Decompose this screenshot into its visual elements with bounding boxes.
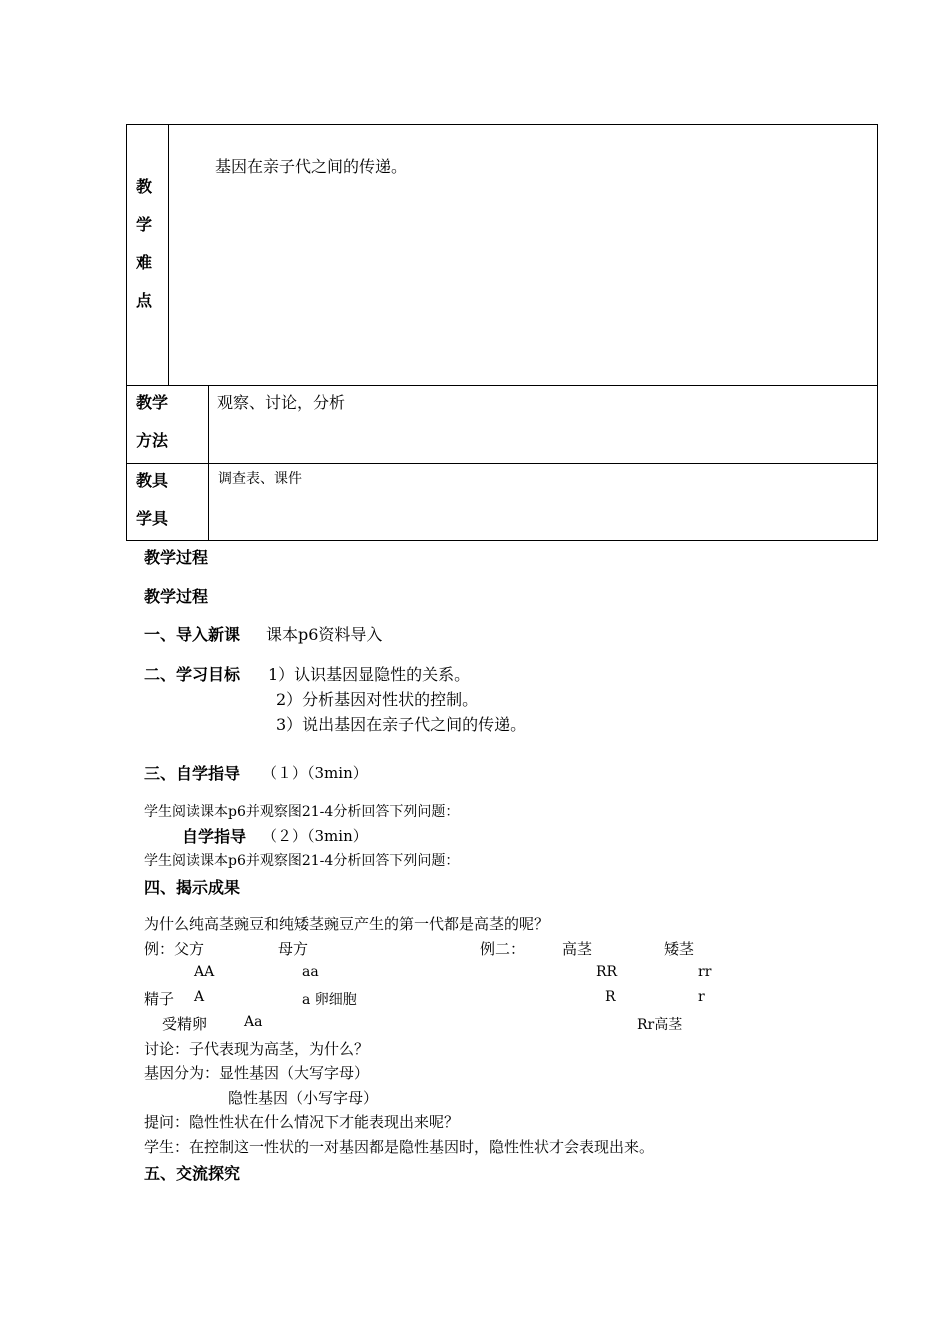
example1-mother: 母方: [278, 940, 309, 958]
difficulty-label-char: 教: [136, 177, 153, 196]
goal-item: 2）分析基因对性状的控制。: [276, 690, 479, 709]
gene-types-text: 基因分为：显性基因（大写字母）: [144, 1064, 370, 1082]
recessive-gene-text: 隐性基因（小写字母）: [228, 1089, 379, 1107]
genotype-aa: aa: [302, 964, 319, 980]
table-column-divider: [208, 385, 209, 541]
tools-label: 学具: [136, 509, 169, 528]
s3b-text: 学生阅读课本p6并观察图21-4分析回答下列问题：: [144, 853, 460, 869]
genotype-AA: AA: [194, 964, 215, 980]
s2-title: 二、学习目标: [144, 665, 241, 684]
difficulty-label-char: 点: [136, 291, 153, 310]
method-label: 教学: [136, 393, 169, 412]
s3-suffix: （１）（3min）: [262, 764, 368, 782]
allele-R: R: [605, 989, 616, 1005]
difficulty-label-char: 学: [136, 215, 153, 234]
section-heading: 教学过程: [144, 548, 209, 567]
method-content: 观察、讨论，分析: [217, 393, 346, 412]
example1-label: 例：父方: [144, 940, 205, 958]
s3b-title: 自学指导: [182, 827, 247, 846]
discuss-text: 讨论：子代表现为高茎，为什么？: [144, 1040, 370, 1058]
s4-title: 四、揭示成果: [144, 878, 241, 897]
example2-short: 矮茎: [664, 940, 695, 958]
difficulty-content: 基因在亲子代之间的传递。: [215, 157, 408, 176]
sperm-label: 精子: [144, 990, 175, 1008]
table-column-divider: [168, 125, 169, 385]
allele-A: A: [194, 989, 205, 1005]
allele-a-egg: a 卵细胞: [302, 992, 357, 1008]
example2-tall: 高茎: [562, 940, 593, 958]
s1-title: 一、导入新课: [144, 625, 241, 644]
example2-label: 例二：: [480, 940, 526, 958]
section-heading: 教学过程: [144, 587, 209, 606]
answer-text: 学生：在控制这一性状的一对基因都是隐性基因时，隐性性状才会表现出来。: [144, 1138, 655, 1156]
table-row-divider: [127, 385, 877, 386]
tools-content: 调查表、课件: [218, 471, 302, 487]
question-text: 提问：隐性性状在什么情况下才能表现出来呢？: [144, 1113, 460, 1131]
genotype-Aa: Aa: [244, 1014, 263, 1030]
s3-title: 三、自学指导: [144, 764, 241, 783]
fertilized-egg-label: 受精卵: [162, 1015, 208, 1033]
table-row-divider: [127, 463, 877, 464]
s1-text: 课本p6资料导入: [266, 625, 383, 644]
genotype-Rr-tall: Rr高茎: [637, 1017, 683, 1033]
s3b-suffix: （２）（3min）: [262, 827, 368, 845]
tools-label: 教具: [136, 471, 169, 490]
genotype-rr: rr: [698, 964, 712, 980]
goal-item: 1）认识基因显隐性的关系。: [268, 665, 471, 684]
difficulty-label-char: 难: [136, 253, 153, 272]
method-label: 方法: [136, 431, 169, 450]
question-1: 为什么纯高茎豌豆和纯矮茎豌豆产生的第一代都是高茎的呢？: [144, 915, 550, 933]
s5-title: 五、交流探究: [144, 1164, 241, 1183]
s3-text: 学生阅读课本p6并观察图21-4分析回答下列问题：: [144, 804, 460, 820]
goal-item: 3）说出基因在亲子代之间的传递。: [276, 715, 527, 734]
genotype-RR: RR: [596, 964, 618, 980]
allele-r: r: [698, 989, 705, 1005]
